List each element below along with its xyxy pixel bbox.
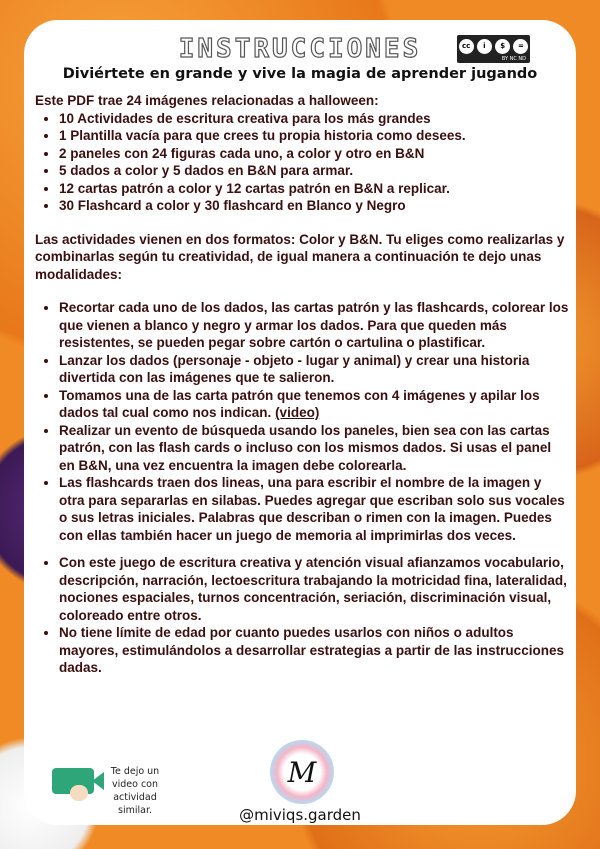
video-note: Te dejo un video con actividad similar. [110,766,160,816]
cc-icon: cc [458,38,475,55]
list-item: • 1 Plantilla vacía para que crees tu propia historia como desees. [59,127,570,145]
list-item: • Las flashcards traen dos lineas, una para escribir el nombre de la imagen y otra para separarlas en silabas. Puedes agregar que escriban solo sus vocales o sus letras iniciales. Palabras que describan o rimen con la imagen. Puedes con ellas también hacer un juego de memoria al imprimirlas dos veces. [59,474,570,544]
list-item: • 2 paneles con 24 figuras cada uno, a color y otro en B&N [59,145,570,163]
contents-list [35,110,570,215]
list-item: • Recortar cada uno de los dados, las cartas patrón y las flashcards, colorear los que vienen a blanco y negro y armar los dados. Para que queden más resistentes, se pueden pegar sobre cartón o cartulina o plastificar. [59,299,570,352]
list-item: • Realizar un evento de búsqueda usando los paneles, bien sea con las cartas patrón, con las flash cards o incluso con los mismos dados. Si usas el panel en B&N, una vez encuentra la imagen debe colorearla. [59,422,570,475]
benefits-list [35,554,570,677]
social-handle: @miviqs.garden [239,806,361,824]
intro-text: Este PDF trae 24 imágenes relacionadas a halloween: [35,93,379,108]
list-item: • 10 Actividades de escritura creativa para los más grandes [59,110,570,128]
hand-click-icon [70,785,88,801]
cc-license-badge [457,35,530,63]
license-label: BY NC ND [501,56,526,62]
list-item: • Lanzar los dados (personaje - objeto - lugar y animal) y crear una historia divertida con las imágenes que te salieron. [59,352,570,387]
subtitle: Diviértete en grande y vive la magia de aprender jugando [62,66,538,82]
page-title: INSTRUCCIONES [178,34,422,64]
by-icon: i [476,38,493,55]
list-item: • Con este juego de escritura creativa y atención visual afianzamos vocabulario, descripción, narración, lectoescritura trabajando la motricidad fina, lateralidad, nociones espaciales, turnos concentración, seriación, discriminación visual, coloreado entre otros. [59,554,570,624]
modes-list [35,299,570,544]
formats-text: Las actividades vienen en dos formatos: Color y B&N. Tu eliges como realizarlas y combinarlas según tu creatividad, de igual manera a continuación te dejo unas modalidades: [35,231,565,282]
list-item-text: Tomamos una de las carta patrón que tenemos con 4 imágenes y apilar los dados tal cual como nos indican. [59,387,540,420]
miviqs-garden-logo [270,740,334,804]
nc-icon: $ [494,38,511,55]
list-item: • No tiene límite de edad por cuanto puedes usarlos con niños o adultos mayores, estimulándolos a desarrollar estrategias a partir de las instrucciones dadas. [59,624,570,677]
video-link[interactable]: (video) [275,405,320,420]
logo-letter: M [287,755,317,789]
list-item: • 12 cartas patrón a color y 12 cartas patrón en B&N a replicar. [59,180,570,198]
nd-icon: = [512,38,529,55]
list-item: • 5 dados a color y 5 dados en B&N para armar. [59,162,570,180]
document-body [35,92,570,677]
list-item [59,387,570,422]
list-item: • 30 Flashcard a color y 30 flashcard en Blanco y Negro [59,197,570,215]
